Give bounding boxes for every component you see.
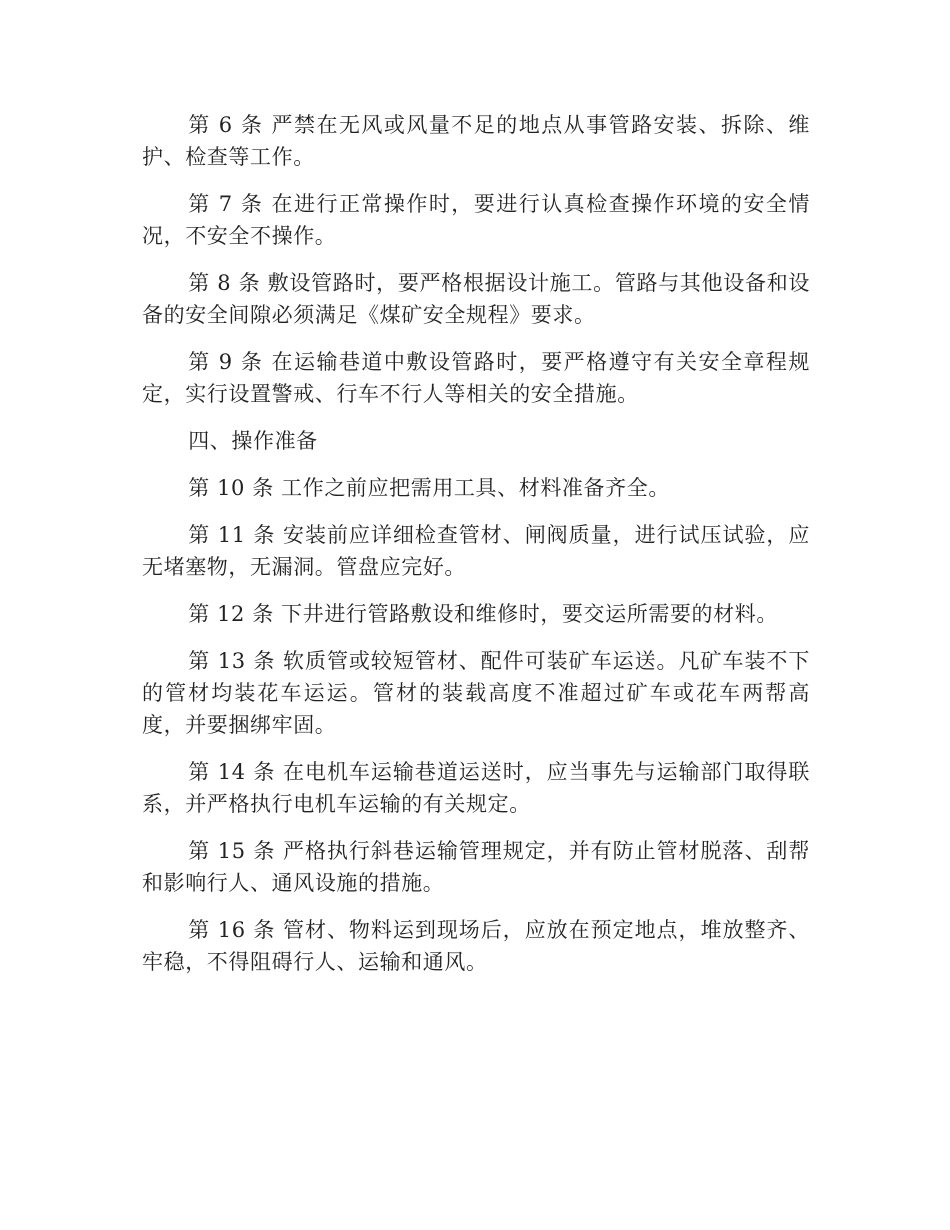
article-9: 第 9 条 在运输巷道中敷设管路时，要严格遵守有关安全章程规定，实行设置警戒、行车不行人等相关的安全措施。 <box>142 350 810 406</box>
article-8: 第 8 条 敷设管路时，要严格根据设计施工。管路与其他设备和设备的安全间隙必须满足《煤矿安全规程》要求。 <box>142 271 810 327</box>
article-11: 第 11 条 安装前应详细检查管材、闸阀质量，进行试压试验，应无堵塞物，无漏洞。管盘应完好。 <box>142 523 810 579</box>
article-14: 第 14 条 在电机车运输巷道运送时，应当事先与运输部门取得联系，并严格执行电机车运输的有关规定。 <box>142 760 810 816</box>
article-15: 第 15 条 严格执行斜巷运输管理规定，并有防止管材脱落、刮帮和影响行人、通风设施的措施。 <box>142 839 810 895</box>
article-16: 第 16 条 管材、物料运到现场后，应放在预定地点，堆放整齐、牢稳，不得阻碍行人、运输和通风。 <box>142 918 810 974</box>
section-heading: 四、操作准备 <box>188 429 318 453</box>
article-7: 第 7 条 在进行正常操作时，要进行认真检查操作环境的安全情况，不安全不操作。 <box>142 192 810 248</box>
article-6: 第 6 条 严禁在无风或风量不足的地点从事管路安装、拆除、维护、检查等工作。 <box>142 113 810 169</box>
article-12: 第 12 条 下井进行管路敷设和维修时，要交运所需要的材料。 <box>188 602 778 626</box>
article-13: 第 13 条 软质管或较短管材、配件可装矿车运送。凡矿车装不下的管材均装花车运运。管材的装载高度不准超过矿车或花车两帮高度，并要捆绑牢固。 <box>142 649 810 737</box>
article-10: 第 10 条 工作之前应把需用工具、材料准备齐全。 <box>188 476 670 500</box>
